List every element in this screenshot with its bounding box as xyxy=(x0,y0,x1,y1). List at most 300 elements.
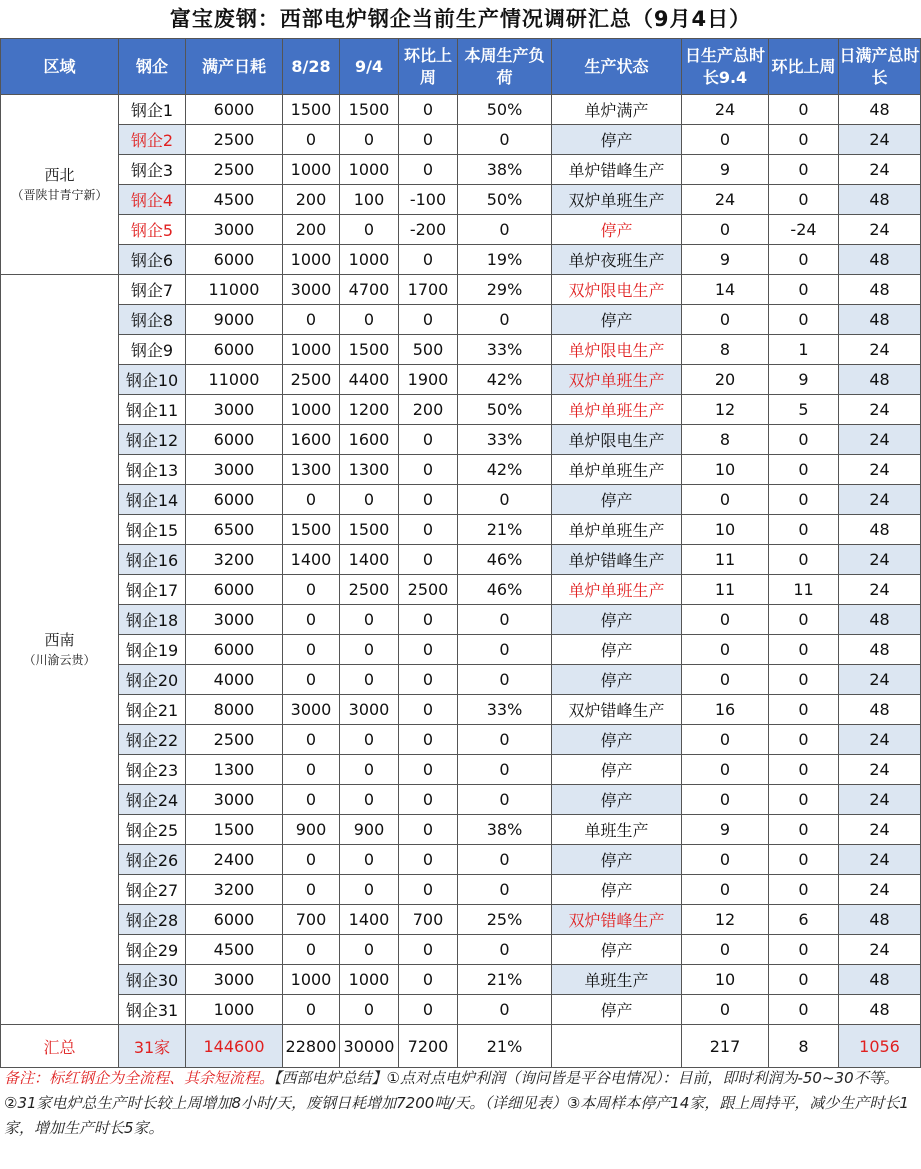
hours-change: 0 xyxy=(769,755,839,785)
consumption-0828: 700 xyxy=(283,905,340,935)
weekly-load: 33% xyxy=(458,425,552,455)
consumption-0828: 1000 xyxy=(283,245,340,275)
full-hours: 24 xyxy=(839,335,921,365)
full-capacity: 9000 xyxy=(186,305,283,335)
consumption-0828: 0 xyxy=(283,635,340,665)
production-hours: 0 xyxy=(682,845,769,875)
consumption-0904: 100 xyxy=(340,185,399,215)
weekly-load: 46% xyxy=(458,545,552,575)
column-header: 钢企 xyxy=(119,39,186,95)
hours-change: 0 xyxy=(769,935,839,965)
consumption-0904: 0 xyxy=(340,785,399,815)
total-0904: 30000 xyxy=(340,1025,399,1068)
total-companies: 31家 xyxy=(119,1025,186,1068)
full-hours: 48 xyxy=(839,965,921,995)
hours-change: 0 xyxy=(769,455,839,485)
consumption-0904: 1600 xyxy=(340,425,399,455)
full-capacity: 3200 xyxy=(186,875,283,905)
table-row xyxy=(1,905,921,935)
consumption-0904: 1000 xyxy=(340,245,399,275)
production-status: 双炉限电生产 xyxy=(552,275,682,305)
table-row xyxy=(1,875,921,905)
weekly-change: 0 xyxy=(399,455,458,485)
weekly-load: 0 xyxy=(458,305,552,335)
company-name: 钢企19 xyxy=(119,635,186,665)
full-capacity: 6000 xyxy=(186,425,283,455)
consumption-0828: 3000 xyxy=(283,695,340,725)
full-hours: 24 xyxy=(839,545,921,575)
hours-change: 0 xyxy=(769,815,839,845)
consumption-0904: 0 xyxy=(340,485,399,515)
full-hours: 24 xyxy=(839,425,921,455)
full-capacity: 8000 xyxy=(186,695,283,725)
production-status: 停产 xyxy=(552,125,682,155)
production-status: 停产 xyxy=(552,875,682,905)
weekly-change: 0 xyxy=(399,845,458,875)
consumption-0904: 0 xyxy=(340,215,399,245)
weekly-change: 2500 xyxy=(399,575,458,605)
production-status: 停产 xyxy=(552,995,682,1025)
hours-change: 0 xyxy=(769,155,839,185)
company-name: 钢企14 xyxy=(119,485,186,515)
table-row xyxy=(1,575,921,605)
column-header: 生产状态 xyxy=(552,39,682,95)
production-hours: 0 xyxy=(682,635,769,665)
table-row xyxy=(1,725,921,755)
full-hours: 48 xyxy=(839,905,921,935)
consumption-0904: 1500 xyxy=(340,515,399,545)
hours-change: 9 xyxy=(769,365,839,395)
table-row xyxy=(1,185,921,215)
region-name: 西北 xyxy=(44,165,75,184)
full-capacity: 11000 xyxy=(186,275,283,305)
total-0828: 22800 xyxy=(283,1025,340,1068)
production-status: 单炉限电生产 xyxy=(552,335,682,365)
weekly-load: 50% xyxy=(458,395,552,425)
table-row xyxy=(1,935,921,965)
consumption-0904: 0 xyxy=(340,605,399,635)
production-status: 停产 xyxy=(552,725,682,755)
consumption-0904: 0 xyxy=(340,755,399,785)
hours-change: 0 xyxy=(769,665,839,695)
weekly-change: 0 xyxy=(399,515,458,545)
weekly-load: 0 xyxy=(458,485,552,515)
production-status: 停产 xyxy=(552,755,682,785)
full-hours: 24 xyxy=(839,155,921,185)
company-name: 钢企17 xyxy=(119,575,186,605)
hours-change: 0 xyxy=(769,185,839,215)
consumption-0828: 0 xyxy=(283,485,340,515)
table-row xyxy=(1,545,921,575)
full-hours: 24 xyxy=(839,815,921,845)
weekly-change: 0 xyxy=(399,545,458,575)
table-row xyxy=(1,125,921,155)
weekly-load: 29% xyxy=(458,275,552,305)
hours-change: 0 xyxy=(769,125,839,155)
weekly-load: 21% xyxy=(458,965,552,995)
page-title: 富宝废钢：西部电炉钢企当前生产情况调研汇总（9月4日） xyxy=(169,7,752,31)
consumption-0904: 1400 xyxy=(340,545,399,575)
full-hours: 48 xyxy=(839,605,921,635)
column-header: 区域 xyxy=(1,39,119,95)
consumption-0828: 2500 xyxy=(283,365,340,395)
full-capacity: 2500 xyxy=(186,125,283,155)
weekly-change: 200 xyxy=(399,395,458,425)
consumption-0904: 4700 xyxy=(340,275,399,305)
hours-change: 0 xyxy=(769,845,839,875)
company-name: 钢企24 xyxy=(119,785,186,815)
full-hours: 24 xyxy=(839,845,921,875)
full-hours: 48 xyxy=(839,365,921,395)
full-capacity: 1000 xyxy=(186,995,283,1025)
hours-change: 0 xyxy=(769,785,839,815)
weekly-load: 50% xyxy=(458,185,552,215)
table-row xyxy=(1,485,921,515)
company-name: 钢企13 xyxy=(119,455,186,485)
weekly-change: 0 xyxy=(399,305,458,335)
full-hours: 48 xyxy=(839,695,921,725)
consumption-0904: 1200 xyxy=(340,395,399,425)
column-header: 日满产总时长 xyxy=(839,39,921,95)
weekly-change: 0 xyxy=(399,995,458,1025)
consumption-0904: 0 xyxy=(340,935,399,965)
weekly-change: 0 xyxy=(399,635,458,665)
production-hours: 10 xyxy=(682,965,769,995)
full-hours: 24 xyxy=(839,455,921,485)
total-row xyxy=(1,1025,921,1068)
production-hours: 24 xyxy=(682,185,769,215)
consumption-0904: 0 xyxy=(340,725,399,755)
hours-change: 6 xyxy=(769,905,839,935)
column-header: 满产日耗 xyxy=(186,39,283,95)
weekly-change: 0 xyxy=(399,245,458,275)
full-hours: 24 xyxy=(839,215,921,245)
full-capacity: 2500 xyxy=(186,725,283,755)
full-hours: 24 xyxy=(839,725,921,755)
production-hours: 11 xyxy=(682,545,769,575)
hours-change: 1 xyxy=(769,335,839,365)
company-name: 钢企4 xyxy=(119,185,186,215)
production-status: 单炉错峰生产 xyxy=(552,155,682,185)
consumption-0828: 200 xyxy=(283,215,340,245)
full-capacity: 3000 xyxy=(186,455,283,485)
hours-change: 0 xyxy=(769,485,839,515)
region-provinces: （川渝云贵） xyxy=(23,652,96,667)
weekly-change: -200 xyxy=(399,215,458,245)
weekly-change: 0 xyxy=(399,125,458,155)
consumption-0904: 0 xyxy=(340,845,399,875)
full-hours: 48 xyxy=(839,275,921,305)
consumption-0904: 900 xyxy=(340,815,399,845)
weekly-change: 0 xyxy=(399,755,458,785)
table-row xyxy=(1,425,921,455)
region-provinces: （晋陕甘青宁新） xyxy=(11,187,108,202)
weekly-load: 0 xyxy=(458,995,552,1025)
weekly-change: 0 xyxy=(399,935,458,965)
consumption-0828: 1500 xyxy=(283,515,340,545)
production-hours: 0 xyxy=(682,125,769,155)
total-full-hours: 1056 xyxy=(839,1025,921,1068)
weekly-load: 33% xyxy=(458,335,552,365)
region-name: 西南 xyxy=(44,630,75,649)
production-status: 停产 xyxy=(552,305,682,335)
full-hours: 48 xyxy=(839,305,921,335)
full-hours: 24 xyxy=(839,485,921,515)
weekly-load: 0 xyxy=(458,875,552,905)
weekly-load: 0 xyxy=(458,665,552,695)
production-hours: 0 xyxy=(682,875,769,905)
production-hours: 0 xyxy=(682,935,769,965)
production-status: 停产 xyxy=(552,485,682,515)
hours-change: 0 xyxy=(769,725,839,755)
weekly-load: 0 xyxy=(458,785,552,815)
company-name: 钢企10 xyxy=(119,365,186,395)
production-status: 单炉单班生产 xyxy=(552,515,682,545)
company-name: 钢企1 xyxy=(119,95,186,125)
consumption-0828: 0 xyxy=(283,935,340,965)
table-row xyxy=(1,755,921,785)
total-load: 21% xyxy=(458,1025,552,1068)
region-cell xyxy=(1,275,119,1025)
full-capacity: 4000 xyxy=(186,665,283,695)
company-name: 钢企11 xyxy=(119,395,186,425)
table-row xyxy=(1,365,921,395)
full-capacity: 6000 xyxy=(186,245,283,275)
consumption-0828: 1300 xyxy=(283,455,340,485)
consumption-0828: 0 xyxy=(283,575,340,605)
full-capacity: 4500 xyxy=(186,935,283,965)
weekly-load: 0 xyxy=(458,725,552,755)
production-status: 停产 xyxy=(552,845,682,875)
full-capacity: 6000 xyxy=(186,905,283,935)
full-hours: 24 xyxy=(839,935,921,965)
hours-change: -24 xyxy=(769,215,839,245)
total-status xyxy=(552,1025,682,1068)
company-name: 钢企8 xyxy=(119,305,186,335)
consumption-0904: 0 xyxy=(340,635,399,665)
table-row xyxy=(1,305,921,335)
table-row xyxy=(1,335,921,365)
hours-change: 0 xyxy=(769,965,839,995)
hours-change: 0 xyxy=(769,605,839,635)
hours-change: 0 xyxy=(769,305,839,335)
weekly-load: 0 xyxy=(458,125,552,155)
production-hours: 14 xyxy=(682,275,769,305)
table-row xyxy=(1,815,921,845)
full-hours: 24 xyxy=(839,665,921,695)
full-hours: 24 xyxy=(839,575,921,605)
hours-change: 0 xyxy=(769,635,839,665)
consumption-0904: 3000 xyxy=(340,695,399,725)
production-status: 停产 xyxy=(552,635,682,665)
production-hours: 12 xyxy=(682,905,769,935)
consumption-0904: 0 xyxy=(340,305,399,335)
consumption-0828: 0 xyxy=(283,725,340,755)
full-hours: 48 xyxy=(839,245,921,275)
production-hours: 0 xyxy=(682,755,769,785)
production-status: 双炉错峰生产 xyxy=(552,905,682,935)
header-row xyxy=(1,39,921,95)
company-name: 钢企30 xyxy=(119,965,186,995)
company-name: 钢企21 xyxy=(119,695,186,725)
weekly-change: 0 xyxy=(399,815,458,845)
weekly-load: 0 xyxy=(458,755,552,785)
company-name: 钢企5 xyxy=(119,215,186,245)
consumption-0904: 2500 xyxy=(340,575,399,605)
company-name: 钢企2 xyxy=(119,125,186,155)
table-row xyxy=(1,155,921,185)
production-hours: 0 xyxy=(682,485,769,515)
full-capacity: 3200 xyxy=(186,545,283,575)
production-hours: 8 xyxy=(682,425,769,455)
hours-change: 0 xyxy=(769,515,839,545)
consumption-0828: 0 xyxy=(283,875,340,905)
full-hours: 24 xyxy=(839,395,921,425)
full-capacity: 1300 xyxy=(186,755,283,785)
table-row xyxy=(1,995,921,1025)
production-hours: 10 xyxy=(682,515,769,545)
consumption-0904: 1300 xyxy=(340,455,399,485)
weekly-change: 500 xyxy=(399,335,458,365)
full-capacity: 3000 xyxy=(186,965,283,995)
company-name: 钢企16 xyxy=(119,545,186,575)
full-capacity: 6500 xyxy=(186,515,283,545)
hours-change: 0 xyxy=(769,275,839,305)
weekly-change: 1900 xyxy=(399,365,458,395)
company-name: 钢企18 xyxy=(119,605,186,635)
full-capacity: 4500 xyxy=(186,185,283,215)
full-capacity: 1500 xyxy=(186,815,283,845)
consumption-0828: 1000 xyxy=(283,965,340,995)
hours-change: 0 xyxy=(769,695,839,725)
weekly-load: 42% xyxy=(458,365,552,395)
weekly-load: 46% xyxy=(458,575,552,605)
production-status: 单炉单班生产 xyxy=(552,455,682,485)
consumption-0904: 0 xyxy=(340,875,399,905)
table-row xyxy=(1,845,921,875)
production-status: 停产 xyxy=(552,785,682,815)
consumption-0828: 0 xyxy=(283,305,340,335)
production-status: 双炉单班生产 xyxy=(552,365,682,395)
weekly-load: 25% xyxy=(458,905,552,935)
weekly-change: -100 xyxy=(399,185,458,215)
table-row xyxy=(1,275,921,305)
full-capacity: 6000 xyxy=(186,485,283,515)
production-hours: 0 xyxy=(682,605,769,635)
production-status: 单班生产 xyxy=(552,965,682,995)
production-hours: 0 xyxy=(682,215,769,245)
company-name: 钢企7 xyxy=(119,275,186,305)
full-hours: 24 xyxy=(839,755,921,785)
production-status: 单炉满产 xyxy=(552,95,682,125)
table-row xyxy=(1,515,921,545)
company-name: 钢企20 xyxy=(119,665,186,695)
company-name: 钢企29 xyxy=(119,935,186,965)
column-header: 日生产总时长9.4 xyxy=(682,39,769,95)
production-hours: 0 xyxy=(682,785,769,815)
production-hours: 8 xyxy=(682,335,769,365)
company-name: 钢企15 xyxy=(119,515,186,545)
column-header: 8/28 xyxy=(283,39,340,95)
production-hours: 24 xyxy=(682,95,769,125)
consumption-0904: 0 xyxy=(340,995,399,1025)
production-status: 单炉夜班生产 xyxy=(552,245,682,275)
production-hours: 0 xyxy=(682,665,769,695)
full-hours: 48 xyxy=(839,185,921,215)
consumption-0828: 1600 xyxy=(283,425,340,455)
weekly-change: 0 xyxy=(399,95,458,125)
table-row xyxy=(1,605,921,635)
consumption-0828: 1400 xyxy=(283,545,340,575)
consumption-0828: 1000 xyxy=(283,335,340,365)
column-header: 环比上周 xyxy=(399,39,458,95)
production-hours: 0 xyxy=(682,995,769,1025)
full-capacity: 2500 xyxy=(186,155,283,185)
hours-change: 0 xyxy=(769,425,839,455)
weekly-load: 0 xyxy=(458,215,552,245)
table-row xyxy=(1,95,921,125)
production-status: 停产 xyxy=(552,665,682,695)
weekly-load: 0 xyxy=(458,635,552,665)
consumption-0904: 1000 xyxy=(340,965,399,995)
weekly-change: 0 xyxy=(399,695,458,725)
consumption-0828: 0 xyxy=(283,665,340,695)
table-row xyxy=(1,695,921,725)
company-name: 钢企26 xyxy=(119,845,186,875)
hours-change: 5 xyxy=(769,395,839,425)
company-name: 钢企23 xyxy=(119,755,186,785)
region-cell xyxy=(1,95,119,275)
table-row xyxy=(1,455,921,485)
hours-change: 0 xyxy=(769,995,839,1025)
consumption-0828: 3000 xyxy=(283,275,340,305)
weekly-load: 33% xyxy=(458,695,552,725)
weekly-change: 0 xyxy=(399,155,458,185)
total-label: 汇总 xyxy=(1,1025,119,1068)
consumption-0828: 0 xyxy=(283,755,340,785)
consumption-0828: 0 xyxy=(283,845,340,875)
consumption-0904: 1500 xyxy=(340,335,399,365)
hours-change: 0 xyxy=(769,545,839,575)
footnote-remark: 备注：标红钢企为全流程、其余短流程。 xyxy=(4,1069,275,1087)
production-status: 单炉单班生产 xyxy=(552,575,682,605)
footnote xyxy=(4,1066,916,1141)
full-capacity: 2400 xyxy=(186,845,283,875)
consumption-0828: 0 xyxy=(283,995,340,1025)
column-header: 9/4 xyxy=(340,39,399,95)
production-hours: 16 xyxy=(682,695,769,725)
company-name: 钢企25 xyxy=(119,815,186,845)
full-hours: 24 xyxy=(839,875,921,905)
production-hours: 10 xyxy=(682,455,769,485)
weekly-load: 19% xyxy=(458,245,552,275)
table-row xyxy=(1,635,921,665)
production-hours: 9 xyxy=(682,245,769,275)
weekly-change: 0 xyxy=(399,605,458,635)
consumption-0904: 0 xyxy=(340,125,399,155)
company-name: 钢企31 xyxy=(119,995,186,1025)
column-header: 本周生产负荷 xyxy=(458,39,552,95)
weekly-change: 1700 xyxy=(399,275,458,305)
table-row xyxy=(1,965,921,995)
weekly-change: 700 xyxy=(399,905,458,935)
weekly-change: 0 xyxy=(399,875,458,905)
production-hours: 12 xyxy=(682,395,769,425)
production-hours: 0 xyxy=(682,305,769,335)
production-status: 停产 xyxy=(552,935,682,965)
consumption-0828: 0 xyxy=(283,785,340,815)
weekly-load: 50% xyxy=(458,95,552,125)
